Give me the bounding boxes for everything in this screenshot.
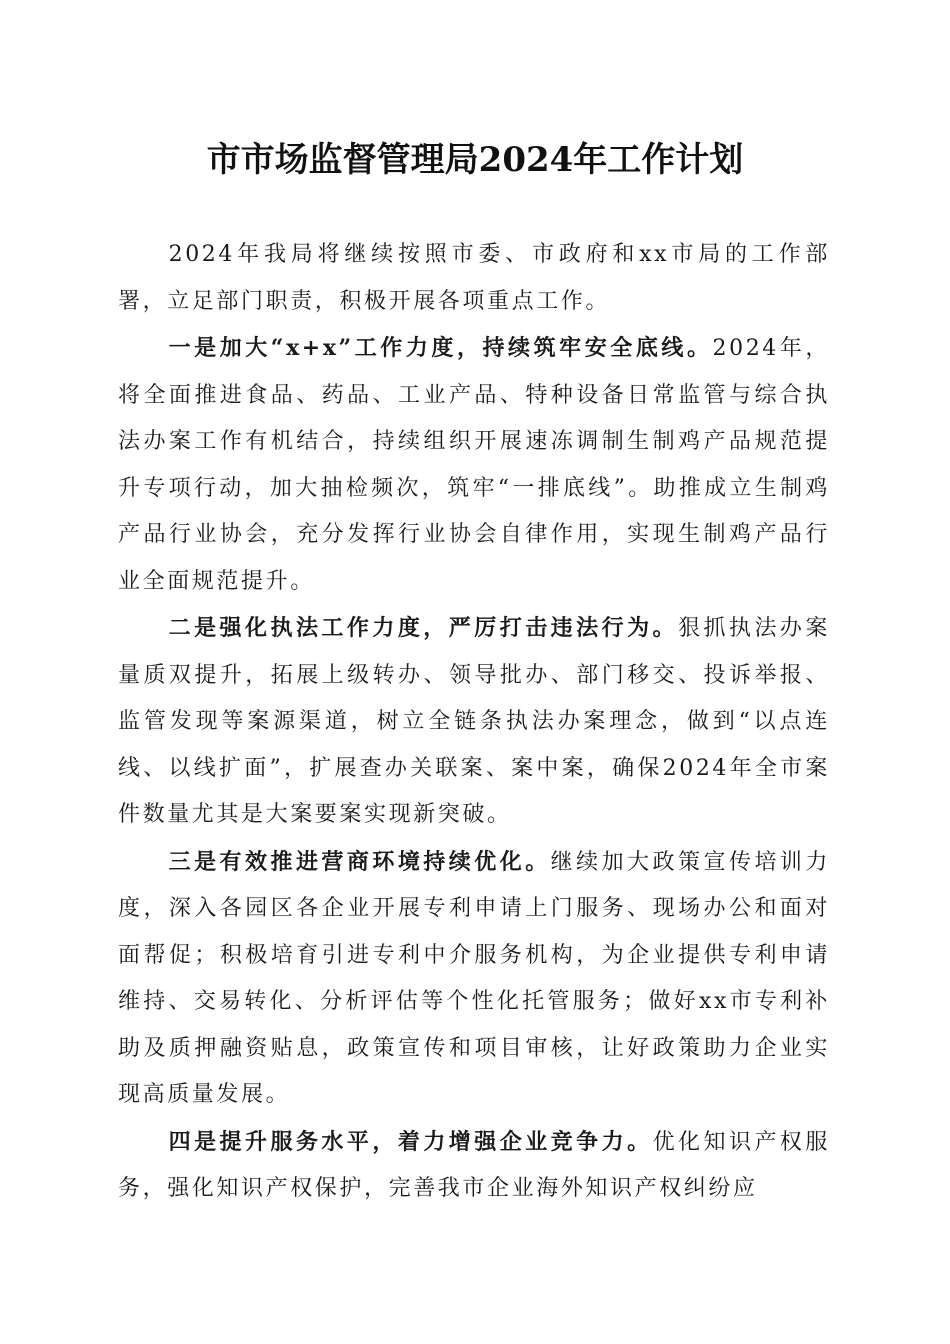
section-2-lead: 二是强化执法工作力度，严厉打击违法行为。 bbox=[168, 615, 679, 641]
section-4-body: 优化知识产权服务，强化知识产权保护，完善我市企业海外知识产权纠纷应 bbox=[118, 1129, 830, 1201]
section-1-body: 2024年，将全面推进食品、药品、工业产品、特种设备日常监管与综合执法办案工作有机结合，持续组织开展速冻调制生制鸡产品规范提升专项行动，加大抽检频次，筑牢“一排底线”。助推成立生制鸡产品行业协会，充分发挥行业协会自律作用，实现生制鸡产品行业全面规范提升。 bbox=[118, 336, 830, 594]
document-title: 市市场监督管理局2024年工作计划 bbox=[206, 140, 744, 180]
section-4-lead: 四是提升服务水平，着力增强企业竞争力。 bbox=[168, 1128, 653, 1155]
section-paragraph-2 bbox=[118, 605, 830, 839]
section-2-body: 狠抓执法办案量质双提升，拓展上级转办、领导批办、部门移交、投诉举报、监管发现等案源渠道，树立全链条执法办案理念，做到“以点连线、以线扩面”，扩展查办关联案、案中案，确保2024年全市案件数量尤其是大案要案实现新突破。 bbox=[118, 616, 830, 827]
section-paragraph-3 bbox=[118, 839, 830, 1119]
section-paragraph-4 bbox=[118, 1119, 830, 1213]
section-1-lead: 一是加大“x+x”工作力度，持续筑牢安全底线。 bbox=[168, 335, 713, 361]
section-3-body: 继续加大政策宣传培训力度，深入各园区各企业开展专利申请上门服务、现场办公和面对面帮促；积极培育引进专利中介服务机构，为企业提供专利申请维持、交易转化、分析评估等个性化托管服务；做好xx市专利补助及质押融资贴息，政策宣传和项目审核，让好政策助力企业实现高质量发展。 bbox=[118, 849, 830, 1107]
document-body bbox=[118, 232, 830, 1213]
intro-paragraph: 2024年我局将继续按照市委、市政府和xx市局的工作部署，立足部门职责，积极开展各项重点工作。 bbox=[118, 242, 830, 314]
section-3-lead: 三是有效推进营商环境持续优化。 bbox=[168, 848, 551, 875]
section-paragraph-1 bbox=[118, 325, 830, 605]
